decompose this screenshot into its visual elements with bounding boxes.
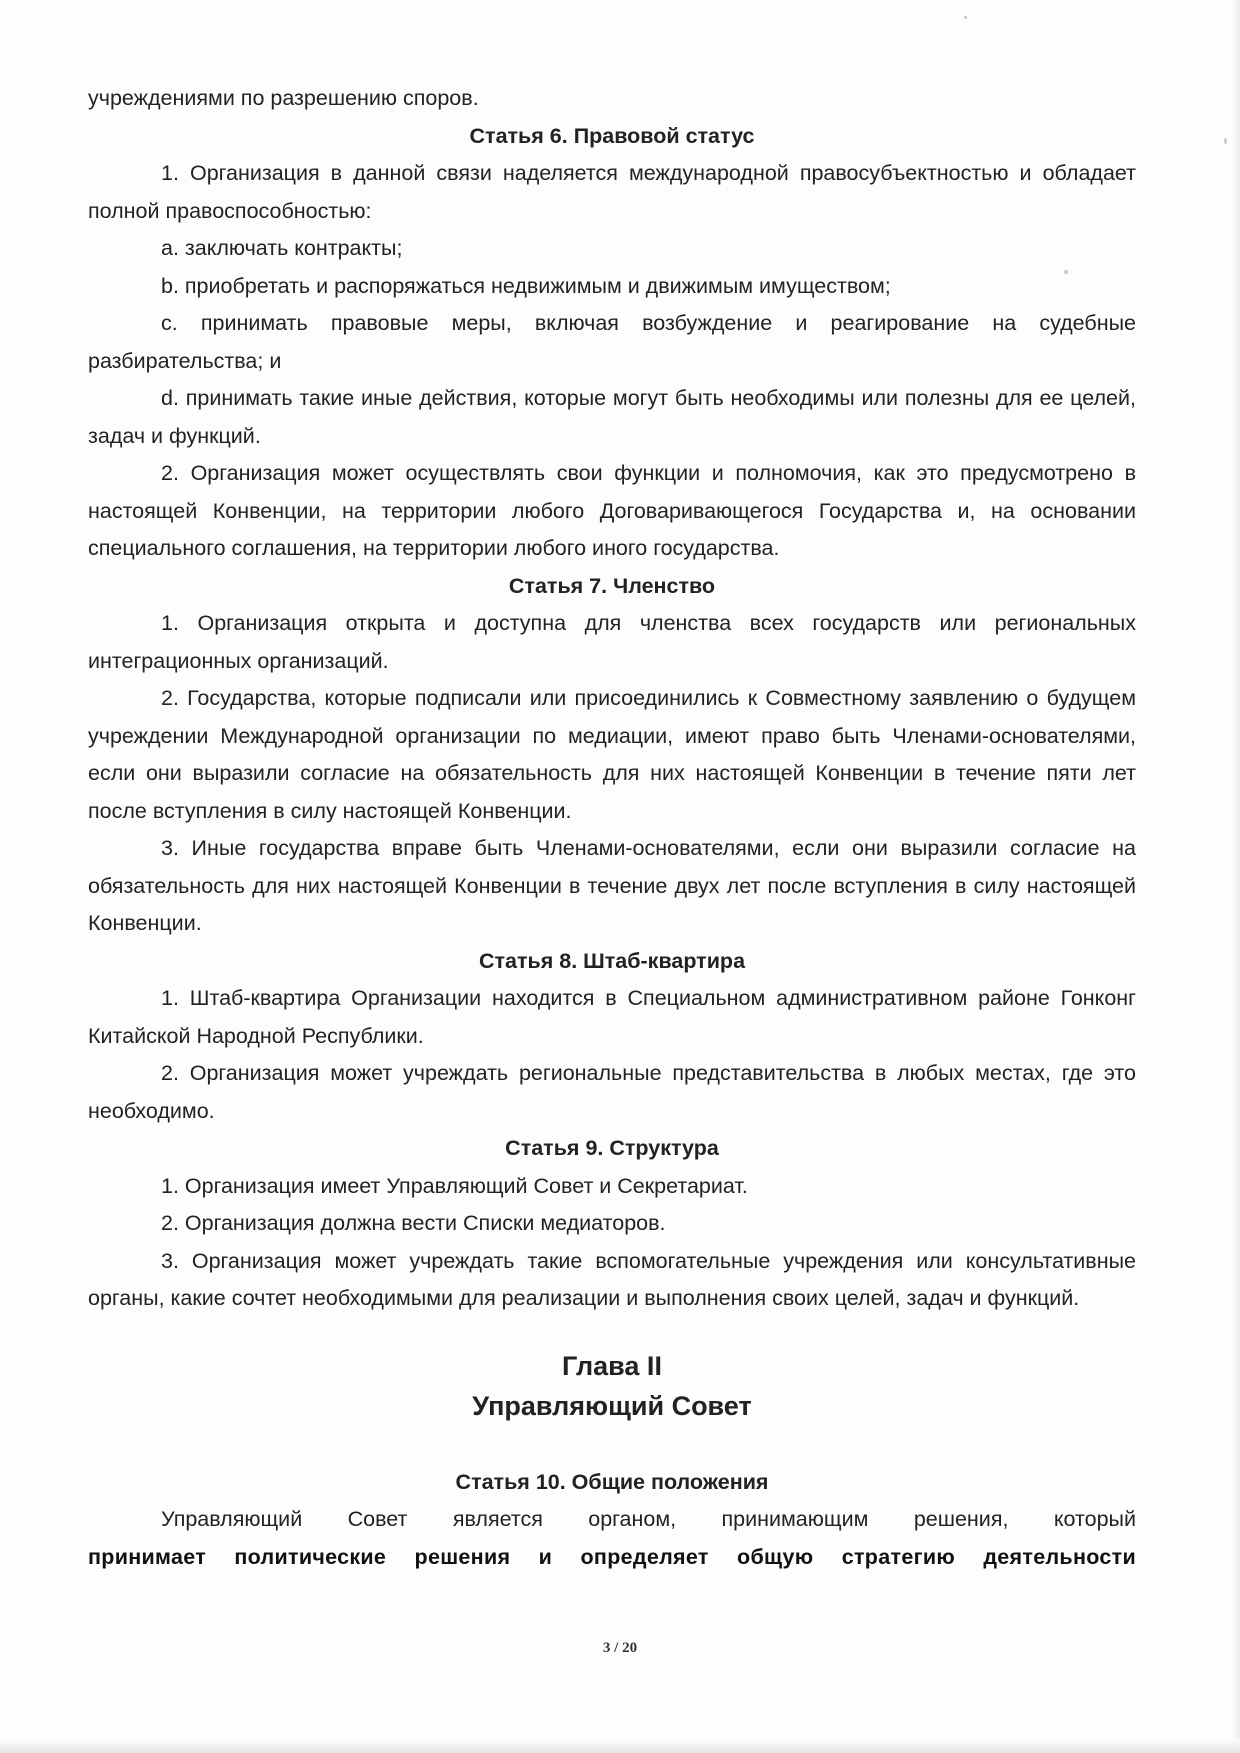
- article-9-title: Статья 9. Структура: [505, 1136, 719, 1160]
- article-7-paragraph-2: 2. Государства, которые подписали или присоединились к Совместному заявлению о будущем учреждении Международной организации по медиации, имеют право быть Членами-основателями, если они выразили согласие на обязательность для них настоящей Конвенции в течение пяти лет после вступления в силу настоящей Конвенции.: [88, 686, 1136, 823]
- article-6-title: Статья 6. Правовой статус: [469, 123, 755, 148]
- article-6-item-d: d. принимать такие иные действия, которые могут быть необходимы или полезны для ее целей, задач и функций.: [88, 386, 1136, 448]
- article-6-paragraph-2: 2. Организация может осуществлять свои функции и полномочия, как это предусмотрено в настоящей Конвенции, на территории любого Договаривающегося Государства и, на основании специального соглашения, на территории любого иного государства.: [88, 461, 1136, 560]
- page-number: 3 / 20: [602, 1640, 638, 1656]
- article-9-paragraph-1: 1. Организация имеет Управляющий Совет и Секретариат.: [161, 1173, 748, 1198]
- page-bottom-shadow: [0, 1739, 1240, 1753]
- article-8-paragraph-1: 1. Штаб-квартира Организации находится в Специальном административном районе Гонконг Китайской Народной Республики.: [88, 986, 1136, 1048]
- scan-speck: [1224, 138, 1227, 144]
- article-10-paragraph-1: Управляющий Совет является органом, принимающим решения, который: [161, 1507, 1136, 1531]
- article-7-paragraph-3: 3. Иные государства вправе быть Членами-основателями, если они выразили согласие на обязательность для них настоящей Конвенции в течение двух лет после вступления в силу настоящей Конвенции.: [88, 836, 1136, 935]
- article-8-paragraph-2: 2. Организация может учреждать региональные представительства в любых местах, где это необходимо.: [88, 1061, 1136, 1123]
- spacer: [88, 1426, 1136, 1464]
- scan-speck: [964, 16, 967, 19]
- spacer: [88, 1318, 1136, 1346]
- article-9-paragraph-3: 3. Организация может учреждать такие вспомогательные учреждения или консультативные органы, какие сочтет необходимыми для реализации и выполнения своих целей, задач и функций.: [88, 1248, 1136, 1310]
- article-10-paragraph-1-continued: принимает политические решения и определяет общую стратегию деятельности: [88, 1544, 1136, 1569]
- article-8-title: Статья 8. Штаб-квартира: [478, 948, 746, 973]
- article-9-paragraph-2: 2. Организация должна вести Списки медиаторов.: [161, 1211, 666, 1235]
- article-6-item-c: c. принимать правовые меры, включая возбуждение и реагирование на судебные разбирательства; и: [88, 311, 1136, 373]
- paragraph-continuation: учреждениями по разрешению споров.: [88, 86, 479, 110]
- article-6-item-b: b. приобретать и распоряжаться недвижимым и движимым имуществом;: [161, 273, 891, 298]
- article-10-title: Статья 10. Общие положения: [455, 1469, 769, 1494]
- article-7-title: Статья 7. Членство: [508, 573, 716, 598]
- chapter-number: Глава II: [562, 1350, 662, 1381]
- article-6-paragraph-1: 1. Организация в данной связи наделяется международной правосубъектностью и обладает полной правоспособностью:: [88, 161, 1136, 223]
- article-6-item-a: a. заключать контракты;: [161, 236, 403, 260]
- article-7-paragraph-1: 1. Организация открыта и доступна для членства всех государств или региональных интеграционных организаций.: [88, 611, 1136, 673]
- page-edge-shadow: [1232, 0, 1240, 1753]
- chapter-title: Управляющий Совет: [472, 1390, 752, 1421]
- document-body: [88, 80, 1136, 1576]
